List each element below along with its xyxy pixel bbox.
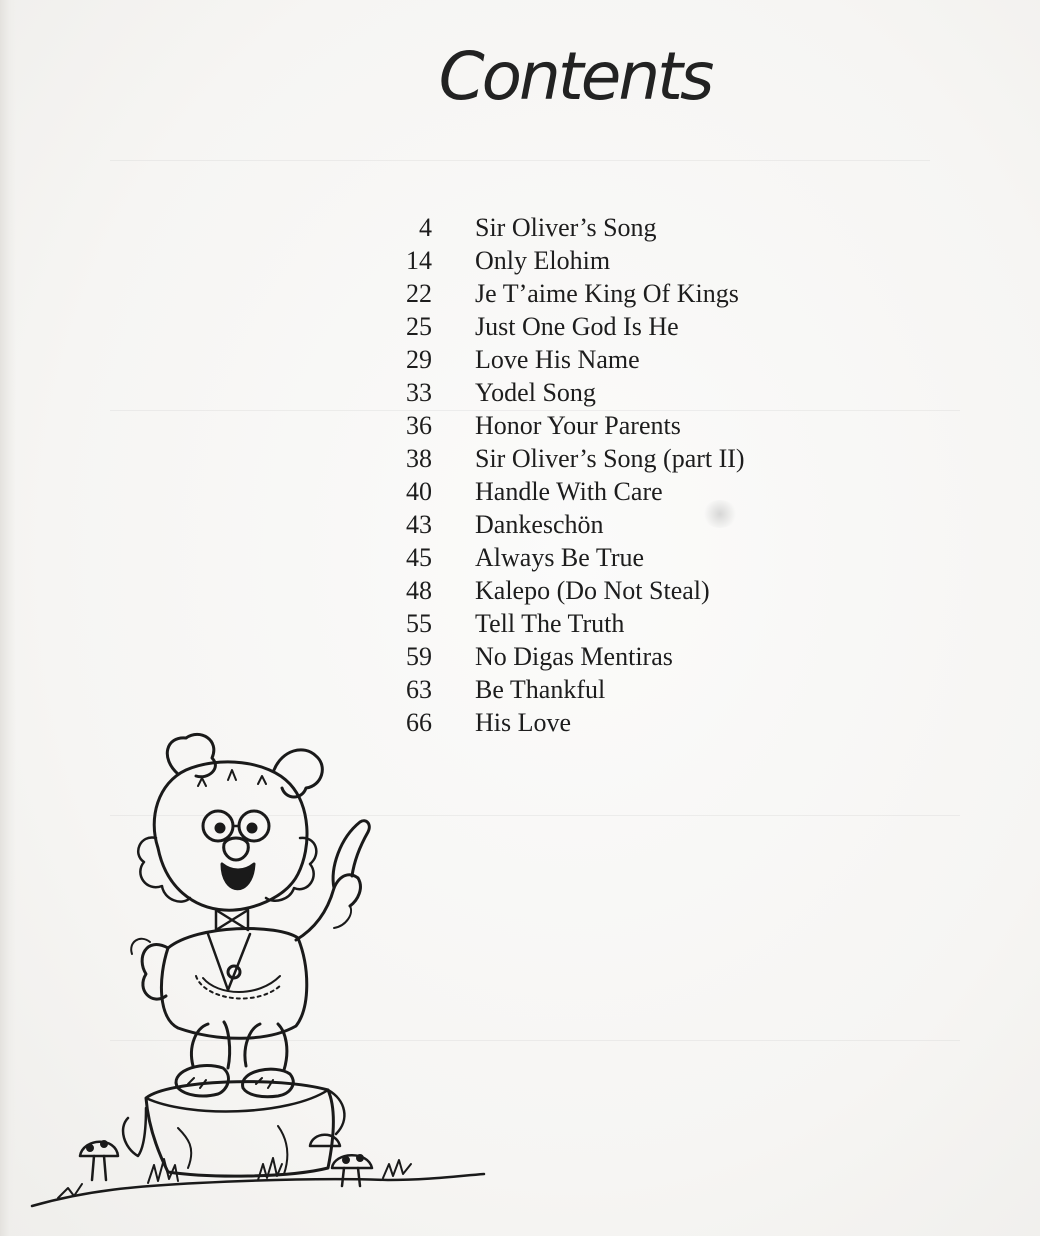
toc-entry [380,673,745,706]
toc-page-number: 29 [406,344,432,374]
toc-entry [380,376,745,409]
cartoon-bear-on-stump-pointing-up-icon [28,728,488,1218]
paper-smudge [702,500,738,528]
toc-page-number: 45 [406,542,432,572]
toc-page-number: 43 [406,509,432,539]
toc-page-number: 66 [406,707,432,737]
toc-entry [380,244,745,277]
toc-entry [380,475,745,508]
toc-song-title: Dankeschön [475,509,604,539]
toc-page-number: 38 [406,443,432,473]
table-of-contents [380,211,745,739]
toc-entry [380,607,745,640]
toc-page-number: 4 [419,212,432,242]
page-spine-shadow [0,0,16,1236]
toc-entry [380,211,745,244]
toc-song-title: Sir Oliver’s Song (part II) [475,443,745,473]
toc-entry [380,310,745,343]
toc-song-title: His Love [475,707,572,737]
toc-entry [380,442,745,475]
toc-entry [380,574,745,607]
toc-song-title: Love His Name [475,344,640,374]
toc-page-number: 25 [406,311,432,341]
toc-song-title: No Digas Mentiras [475,641,673,671]
toc-page-number: 48 [406,575,432,605]
toc-song-title: Handle With Care [475,476,663,506]
toc-entry [380,409,745,442]
toc-page-number: 59 [406,641,432,671]
toc-page-number: 63 [406,674,432,704]
toc-page-number: 14 [406,245,432,275]
page-title: Contents [438,38,712,115]
toc-page-number: 40 [406,476,432,506]
toc-page-number: 36 [406,410,432,440]
toc-entry [380,541,745,574]
show-through-line [110,160,930,161]
toc-song-title: Sir Oliver’s Song [475,212,657,242]
toc-entry [380,508,745,541]
toc-song-title: Just One God Is He [475,311,679,341]
toc-page-number: 22 [406,278,432,308]
toc-entry [380,277,745,310]
toc-entry [380,343,745,376]
toc-song-title: Kalepo (Do Not Steal) [475,575,710,605]
toc-song-title: Be Thankful [475,674,606,704]
toc-page-number: 55 [406,608,432,638]
toc-entry [380,640,745,673]
toc-song-title: Yodel Song [475,377,596,407]
toc-song-title: Tell The Truth [475,608,625,638]
toc-song-title: Honor Your Parents [475,410,681,440]
toc-song-title: Only Elohim [475,245,611,275]
toc-song-title: Je T’aime King Of Kings [475,278,739,308]
toc-song-title: Always Be True [475,542,645,572]
toc-page-number: 33 [406,377,432,407]
